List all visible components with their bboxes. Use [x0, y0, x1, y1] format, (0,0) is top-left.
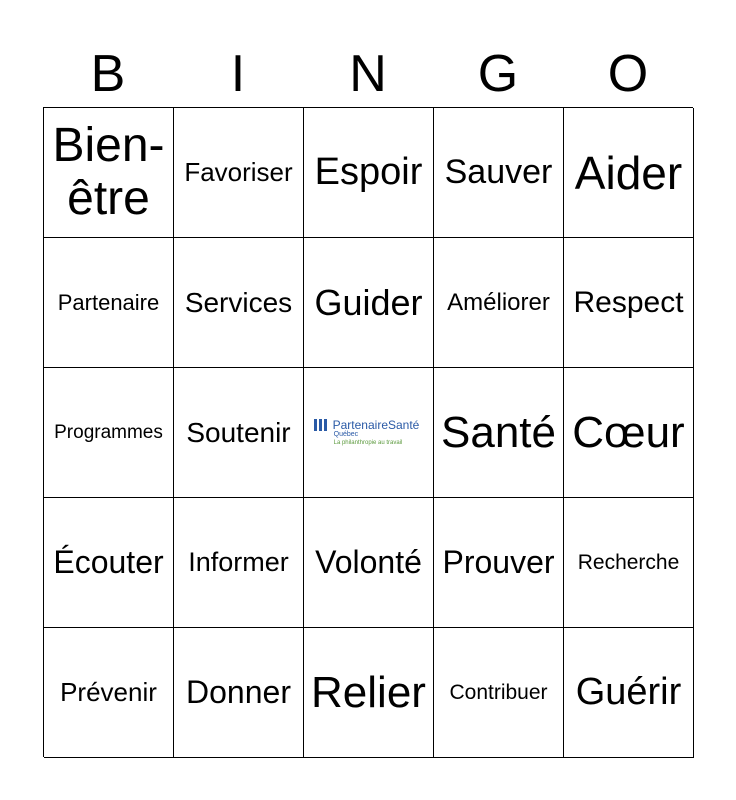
bingo-cell[interactable]: [44, 498, 174, 628]
bingo-cell[interactable]: [174, 238, 304, 368]
bingo-cell-label: Prouver: [442, 544, 555, 580]
bingo-cell[interactable]: [564, 238, 694, 368]
bingo-cell[interactable]: [564, 628, 694, 758]
bingo-cell-label: Donner: [186, 674, 291, 710]
bingo-cell-label: Espoir: [314, 151, 423, 193]
header-letter-i: I: [230, 45, 246, 103]
bingo-cell[interactable]: [564, 368, 694, 498]
bingo-cell-label: Favoriser: [184, 157, 293, 187]
bingo-cell-label: Respect: [573, 285, 684, 319]
bingo-cell[interactable]: [174, 108, 304, 238]
bingo-cell-label: Relier: [311, 667, 426, 717]
partenairesante-logo: [314, 419, 420, 447]
logo-tagline: La philanthropie au travail: [333, 439, 403, 446]
bingo-cell-label: Prévenir: [60, 677, 157, 707]
header-letter-n: N: [349, 45, 387, 103]
bingo-cell-label: Informer: [188, 547, 289, 577]
bingo-cell-label: Soutenir: [186, 416, 291, 448]
bingo-cell-label: Volonté: [315, 544, 422, 580]
bingo-cell-label: Santé: [441, 407, 556, 457]
logo-name: PartenaireSanté: [332, 417, 420, 432]
bingo-cell-label: Sauver: [444, 153, 553, 191]
bingo-cell[interactable]: [304, 498, 434, 628]
header-letter-g: G: [477, 45, 519, 103]
bingo-cell[interactable]: [44, 238, 174, 368]
bingo-cell[interactable]: [564, 498, 694, 628]
header-letter-o: O: [607, 45, 649, 103]
bingo-cell[interactable]: [434, 628, 564, 758]
bingo-cell[interactable]: [44, 368, 174, 498]
bingo-cell[interactable]: [174, 628, 304, 758]
bingo-cell-free[interactable]: [304, 368, 434, 498]
bingo-cell-label: Recherche: [577, 550, 680, 574]
bingo-cell-label: Partenaire: [57, 289, 160, 315]
bingo-cell-label: Programmes: [54, 421, 163, 443]
bingo-cell-label: Guérir: [575, 671, 682, 713]
bingo-cell-label: Guider: [314, 281, 423, 323]
bingo-cell[interactable]: [434, 498, 564, 628]
bingo-cell[interactable]: [44, 108, 174, 238]
header-letter-b: B: [90, 45, 126, 103]
bingo-cell[interactable]: [174, 498, 304, 628]
bingo-header: [43, 44, 693, 104]
bingo-cell[interactable]: [434, 238, 564, 368]
bingo-board: [43, 107, 693, 757]
logo-region: Québec: [333, 430, 359, 438]
bingo-cell[interactable]: [434, 368, 564, 498]
bingo-cell-label: Améliorer: [447, 288, 550, 316]
bingo-cell-label: Cœur: [572, 407, 685, 457]
bingo-cell-label: Contribuer: [449, 680, 548, 704]
bingo-cell[interactable]: [564, 108, 694, 238]
bingo-cell[interactable]: [44, 628, 174, 758]
bingo-cell[interactable]: [304, 238, 434, 368]
bingo-cell-label: Aider: [574, 146, 683, 199]
bingo-cell[interactable]: [304, 108, 434, 238]
bingo-cell-label: Services: [184, 286, 293, 318]
bingo-cell[interactable]: [434, 108, 564, 238]
bingo-cell-label: Écouter: [53, 544, 164, 580]
bingo-cell[interactable]: [174, 368, 304, 498]
logo-bars-icon: [314, 419, 329, 431]
bingo-cell[interactable]: [304, 628, 434, 758]
bingo-cell-label: Bien-être: [52, 118, 165, 225]
